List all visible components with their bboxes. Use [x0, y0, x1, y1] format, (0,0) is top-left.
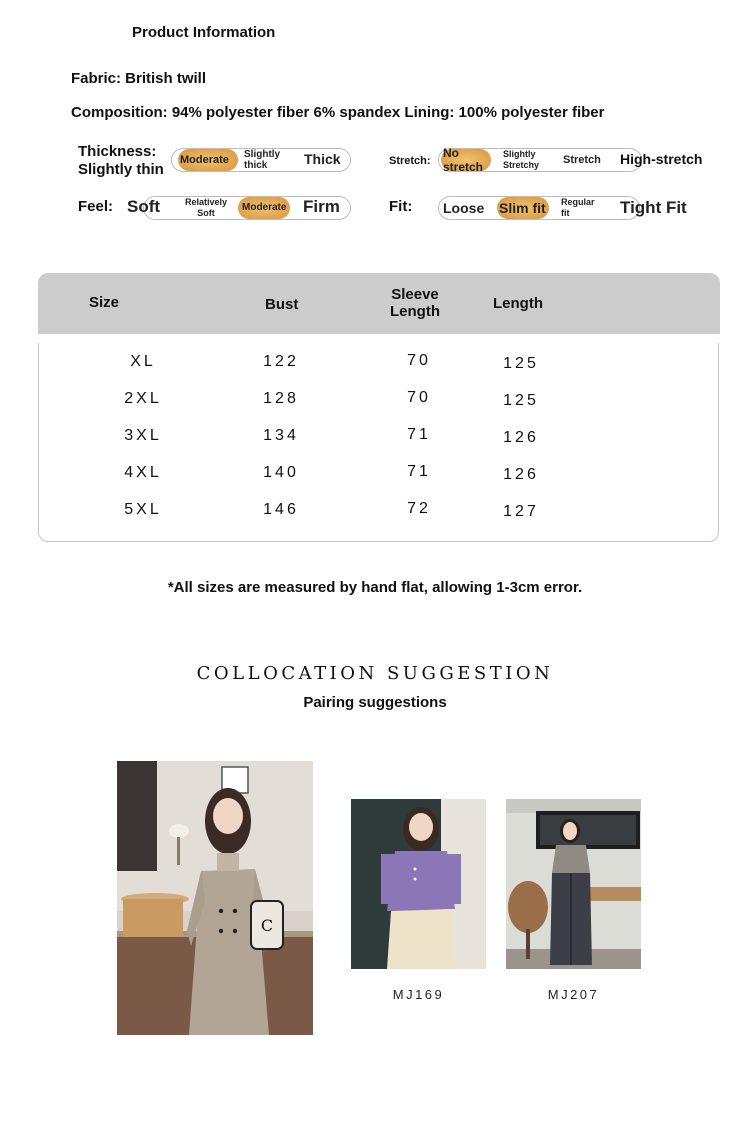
header-size: Size [89, 294, 120, 311]
size-table-body [38, 343, 719, 542]
trench-coat-image [117, 761, 313, 1035]
stretch-option-stretch: Stretch [563, 154, 601, 166]
size-table-header [38, 273, 720, 334]
cell-size: 3XL [124, 427, 162, 444]
pairing-subtitle: Pairing suggestions [303, 694, 447, 711]
cell-size: 4XL [124, 464, 162, 481]
header-sleeve-length [390, 286, 440, 320]
main-outfit-photo [117, 761, 313, 1035]
cell-size: 5XL [124, 501, 162, 518]
size-rows [39, 343, 720, 542]
stretch-option-slightly-stretchy: Slightly Stretchy [503, 149, 540, 170]
svg-text:C: C [260, 916, 274, 935]
cell-sleeve: 71 [407, 426, 431, 443]
feel-option-firm: Firm [303, 197, 340, 216]
cell-length: 126 [503, 466, 539, 483]
cell-size: XL [130, 353, 156, 370]
purple-top-image [351, 799, 486, 969]
stretch-option-no-stretch: No stretch [443, 146, 484, 174]
collocation-title: COLLOCATION SUGGESTION [196, 663, 554, 684]
fit-option-regular-fit: Regular fit [561, 197, 595, 218]
thickness-label-line1: Thickness: [78, 143, 157, 160]
cell-length: 125 [503, 392, 539, 409]
cell-bust: 146 [263, 501, 299, 518]
cell-sleeve: 71 [407, 463, 431, 480]
cell-sleeve: 72 [407, 500, 431, 517]
feel-label: Feel: [78, 198, 114, 215]
cell-length: 127 [503, 503, 539, 520]
fit-scale [438, 196, 640, 220]
header-sleeve-line1: Sleeve [391, 286, 439, 303]
feel-option-relatively-soft: Relatively Soft [184, 197, 228, 218]
cell-bust: 128 [263, 390, 299, 407]
fit-option-loose: Loose [443, 200, 485, 216]
stretch-option-high-stretch: High-stretch [620, 151, 703, 167]
page-title: Product Information [132, 24, 276, 41]
pairing-code-2: MJ207 [547, 987, 600, 1002]
fit-option-tight-fit: Tight Fit [620, 198, 687, 217]
thickness-option-moderate: Moderate [180, 154, 229, 166]
stretch-scale [438, 148, 642, 172]
thickness-option-slightly-thick: Slightly thick [244, 149, 281, 171]
cell-bust: 134 [263, 427, 299, 444]
cell-length: 126 [503, 429, 539, 446]
header-length: Length [493, 295, 543, 312]
feel-option-moderate: Moderate [242, 202, 287, 213]
feel-option-soft: Soft [127, 197, 161, 216]
fabric-text: Fabric: British twill [71, 70, 207, 87]
pairing-photo-1 [351, 799, 486, 969]
pairing-code-1: MJ169 [392, 987, 445, 1002]
size-table [38, 273, 720, 542]
measurement-note: *All sizes are measured by hand flat, allowing 1-3cm error. [167, 579, 583, 596]
cell-length: 125 [503, 355, 539, 372]
cell-sleeve: 70 [407, 389, 431, 406]
pairing-photo-2 [506, 799, 641, 969]
cell-bust: 140 [263, 464, 299, 481]
cell-size: 2XL [124, 390, 162, 407]
fit-label: Fit: [389, 198, 413, 215]
cell-sleeve: 70 [407, 352, 431, 369]
thickness-scale [171, 148, 351, 172]
header-bust: Bust [265, 296, 299, 313]
fit-option-slim-fit: Slim fit [499, 200, 546, 216]
cell-bust: 122 [263, 353, 299, 370]
thickness-label-line2: Slightly thin [78, 161, 164, 178]
wide-trousers-image [506, 799, 641, 969]
thickness-label [78, 143, 164, 179]
composition-text: Composition: 94% polyester fiber 6% spandex Lining: 100% polyester fiber [71, 104, 605, 121]
header-sleeve-line2: Length [390, 303, 440, 320]
stretch-label: Stretch: [389, 155, 431, 167]
thickness-option-thick: Thick [304, 151, 341, 167]
